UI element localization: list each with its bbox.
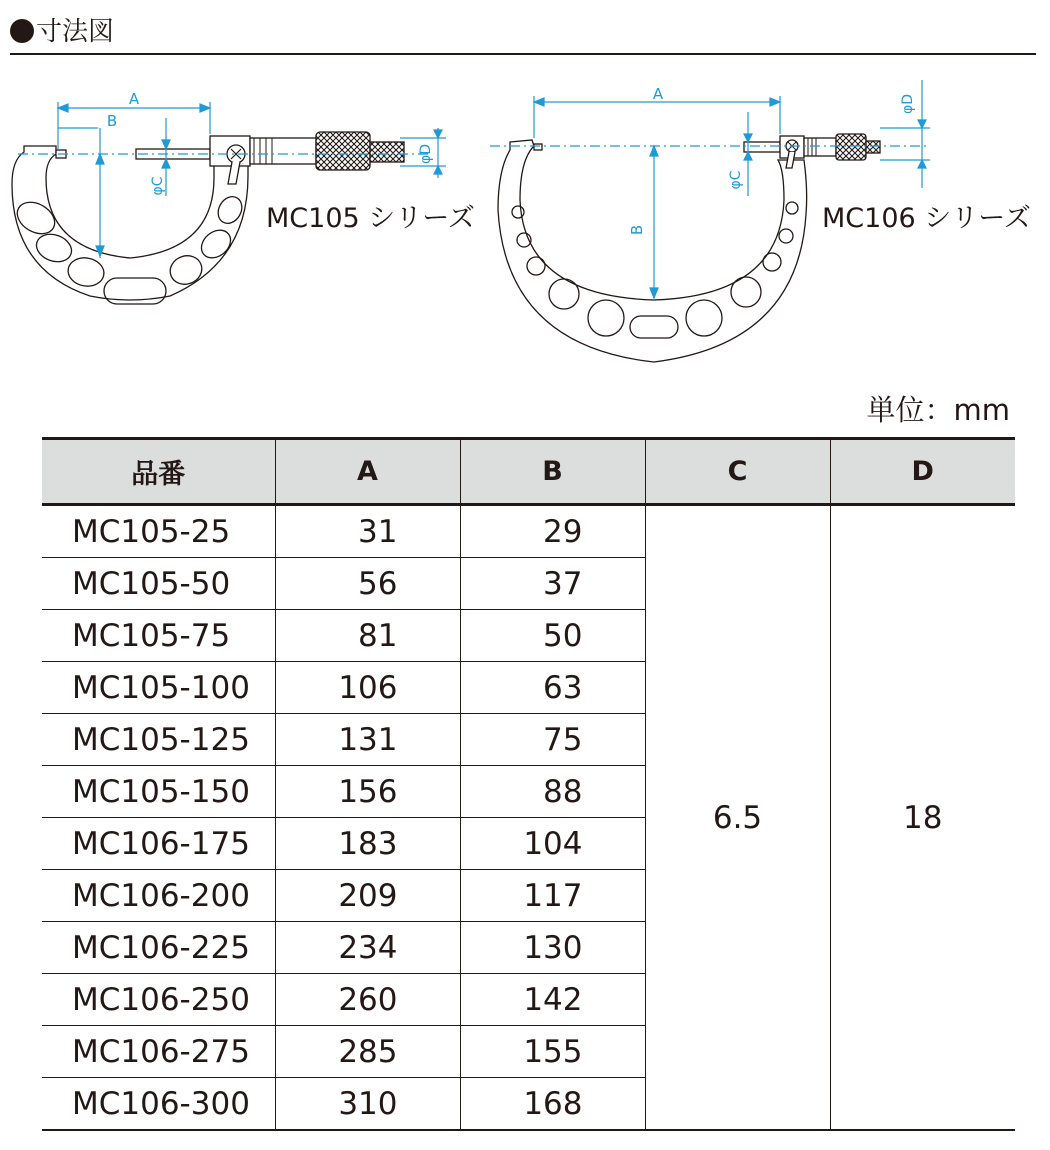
a-cell: 31 <box>275 505 460 558</box>
b-cell: 155 <box>460 1026 645 1078</box>
part-number-cell: MC106-250 <box>42 974 275 1026</box>
part-number-cell: MC106-175 <box>42 818 275 870</box>
mc106-micrometer <box>498 134 880 362</box>
mc106-dim-a: A <box>652 85 664 103</box>
mc106-series-label: MC106 シリーズ <box>822 203 1031 234</box>
table-row <box>42 505 1015 558</box>
part-number-cell: MC106-225 <box>42 922 275 974</box>
a-cell: 234 <box>275 922 460 974</box>
b-cell: 37 <box>460 558 645 610</box>
section-title <box>10 12 114 52</box>
b-cell: 29 <box>460 505 645 558</box>
mc105-frame <box>12 146 248 300</box>
a-cell: 131 <box>275 714 460 766</box>
mc106-frame <box>498 140 807 362</box>
mc105-series-label: MC105 シリーズ <box>266 203 475 234</box>
a-cell: 310 <box>275 1078 460 1131</box>
part-number-cell: MC106-275 <box>42 1026 275 1078</box>
a-cell: 81 <box>275 610 460 662</box>
part-number-cell: MC106-200 <box>42 870 275 922</box>
table-header-row <box>42 439 1015 505</box>
mc106-dimensions <box>490 80 930 298</box>
c-value-cell: 6.5 <box>645 505 830 1131</box>
section-title-text: 寸法図 <box>36 17 115 47</box>
b-cell: 50 <box>460 610 645 662</box>
b-cell: 63 <box>460 662 645 714</box>
b-cell: 104 <box>460 818 645 870</box>
header-b: B <box>460 439 645 505</box>
mc106-dim-d: φD <box>900 93 916 115</box>
header-c: C <box>645 439 830 505</box>
b-cell: 75 <box>460 714 645 766</box>
b-cell: 130 <box>460 922 645 974</box>
a-cell: 56 <box>275 558 460 610</box>
b-cell: 117 <box>460 870 645 922</box>
mc106-dim-b: B <box>628 224 646 236</box>
a-cell: 209 <box>275 870 460 922</box>
part-number-cell: MC105-100 <box>42 662 275 714</box>
header-part-number: 品番 <box>42 439 275 505</box>
b-cell: 168 <box>460 1078 645 1131</box>
mc105-dim-c: φC <box>150 176 166 196</box>
part-number-cell: MC105-25 <box>42 505 275 558</box>
part-number-cell: MC105-150 <box>42 766 275 818</box>
b-cell: 142 <box>460 974 645 1026</box>
part-number-cell: MC105-50 <box>42 558 275 610</box>
mc105-dim-a: A <box>128 90 140 108</box>
d-value-cell: 18 <box>830 505 1015 1131</box>
title-divider <box>10 53 1036 55</box>
header-a: A <box>275 439 460 505</box>
dimension-table <box>42 437 1015 1131</box>
a-cell: 260 <box>275 974 460 1026</box>
a-cell: 106 <box>275 662 460 714</box>
bullet-icon <box>10 19 34 43</box>
mc105-dim-b: B <box>106 112 118 130</box>
mc105-dim-d: φD <box>418 143 434 165</box>
b-cell: 88 <box>460 766 645 818</box>
header-d: D <box>830 439 1015 505</box>
a-cell: 156 <box>275 766 460 818</box>
a-cell: 183 <box>275 818 460 870</box>
part-number-cell: MC105-125 <box>42 714 275 766</box>
a-cell: 285 <box>275 1026 460 1078</box>
part-number-cell: MC105-75 <box>42 610 275 662</box>
mc106-dim-c: φC <box>728 170 744 190</box>
part-number-cell: MC106-300 <box>72 1085 250 1122</box>
unit-label: 単位：mm <box>866 393 1010 427</box>
